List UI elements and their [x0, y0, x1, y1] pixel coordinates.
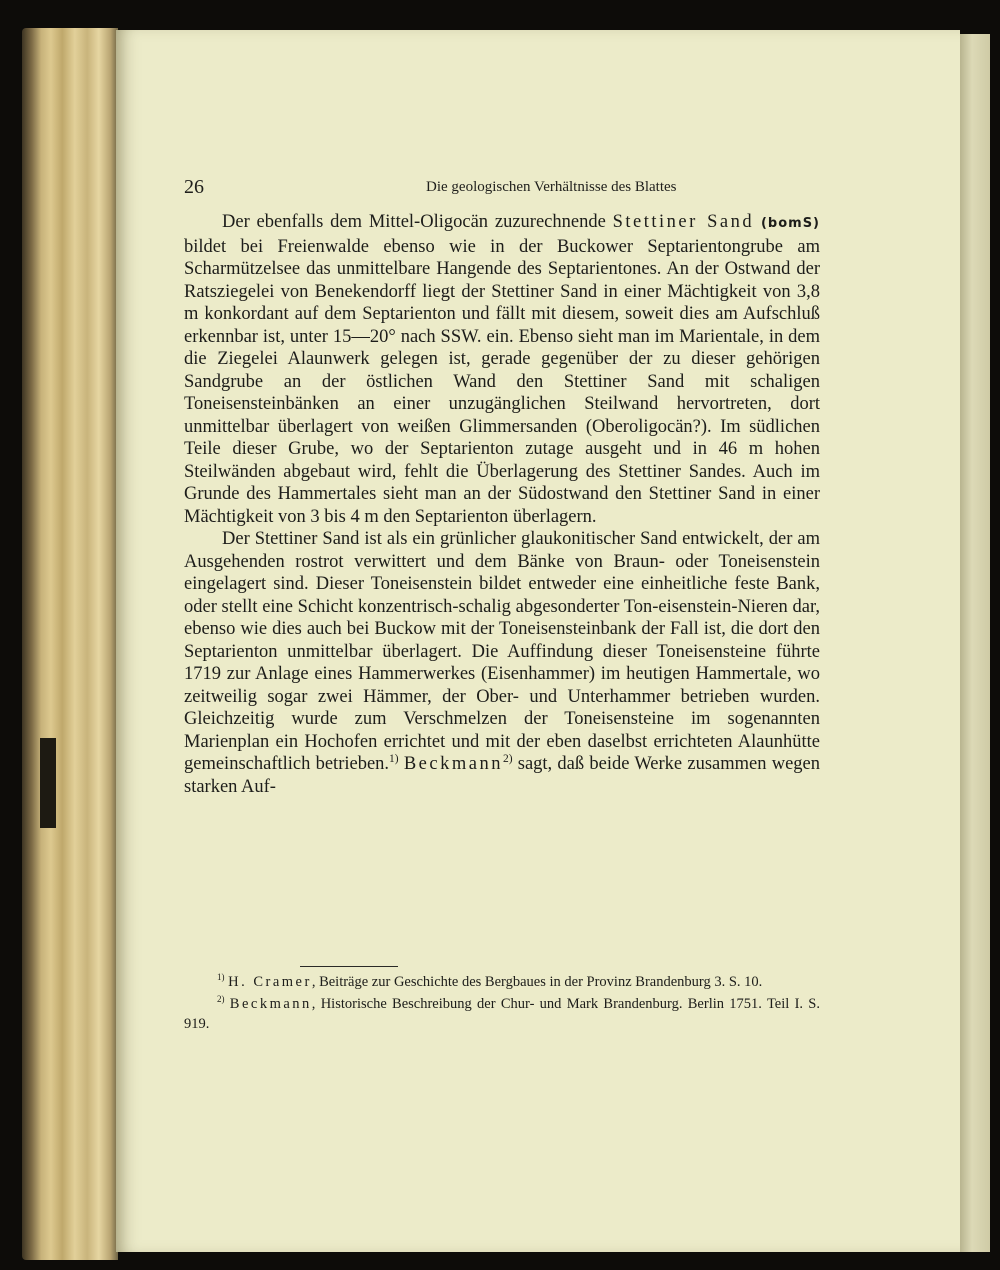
- footnote: [184, 972, 820, 992]
- footnote-marker: 2): [502, 752, 513, 765]
- spaced-name: Beckmann: [229, 996, 312, 1012]
- text-run: [754, 212, 761, 232]
- footnotes: [184, 972, 820, 1036]
- paragraph: [184, 528, 820, 798]
- book-page-edges: [22, 28, 118, 1260]
- paragraph: [184, 211, 820, 528]
- bookmark-ribbon: [40, 738, 56, 828]
- footnote-marker: 1): [217, 972, 225, 983]
- spaced-name: Beckmann: [403, 754, 503, 774]
- text-run: bildet bei Freienwalde ebenso wie in der Buckower Septarientongrube am Scharmützelsee das unmittelbare Hangende des Septarientones. An der Ostwand der Ratsziegelei von Benekendorff liegt der Stettiner Sand in einer Mächtigkeit von 3,8 m konkordant auf dem Septarienton und fällt mit diesem, soweit dies am Aufschluß erkennbar ist, unter 15—20° nach SSW. ein. Ebenso sieht man im Marientale, in dem die Ziegelei Alaunwerk gelegen ist, gerade gegenüber der zu dieser gehörigen Sandgrube an der östlichen Wand den Stettiner Sand mit schaligen Toneisensteinbänken an einer unzugänglichen Steilwand hervortreten, dort unmittelbar überlagert von weißen Glimmersanden (Oberoligocän?). Im südlichen Teile dieser Grube, wo der Septarienton zutage ausgeht und in 46 m hohen Steilwänden abgebaut wird, fehlt die Überlagerung des Stettiner Sandes. Auch im Grunde des Hammertales sieht man an der Südostwand den Stettiner Sand in einer Mächtigkeit von 3 bis 4 m den Septarienton überlagern.: [184, 236, 820, 527]
- page-header: [184, 176, 820, 202]
- spaced-name: Stettiner Sand: [612, 212, 755, 232]
- footnote-marker: 1): [389, 752, 399, 765]
- footnote: [184, 994, 820, 1034]
- body-text: [184, 211, 820, 798]
- facing-page-edge: [960, 34, 990, 1252]
- text-run: Der ebenfalls dem Mittel-Oligocän zuzurechnende: [222, 212, 613, 232]
- text-run: Der Stettiner Sand ist als ein grünlicher glaukonitischer Sand entwickelt, der am Ausgehenden rostrot verwittert und dem Bänke von Braun- oder Toneisenstein eingelagert sind. Dieser Toneisenstein bildet entweder eine einheitliche feste Bank, oder stellt eine Schicht konzentrisch-schalig abgesonderter Ton-eisenstein-Nieren dar, ebenso wie dies auch bei Buckow mit der Toneisensteinbank der Fall ist, die dort den Septarienton unmittelbar überlagert. Die Auffindung dieser Toneisensteine führte 1719 zur Anlage eines Hammerwerkes (Eisenhammer) im heutigen Hammertale, wo zeitweilig sogar zwei Hämmer, der Ober- und Unterhammer betrieben wurden. Gleichzeitig wurde zum Verschmelzen der Toneisensteine im sogenannten Marienplan ein Hochofen errichtet und mit der eben daselbst errichteten Alaunhütte gemeinschaftlich betrieben.: [184, 529, 820, 774]
- running-title: Die geologischen Verhältnisse des Blattes: [426, 179, 677, 195]
- spaced-name: H. Cramer: [228, 974, 312, 990]
- footnote-marker: 2): [217, 994, 225, 1005]
- text-run: , Beiträge zur Geschichte des Bergbaues in der Provinz Brandenburg 3. S. 10.: [311, 974, 763, 990]
- text-run: sagt, daß beide Werke zusammen wegen starken Auf-: [184, 754, 820, 797]
- footnote-rule: [300, 966, 398, 967]
- page-number: 26: [184, 176, 204, 198]
- formation-symbol: (bomS): [760, 216, 820, 231]
- text-run: , Historische Beschreibung der Chur- und Mark Brandenburg. Berlin 1751. Teil I. S. 919.: [184, 996, 821, 1032]
